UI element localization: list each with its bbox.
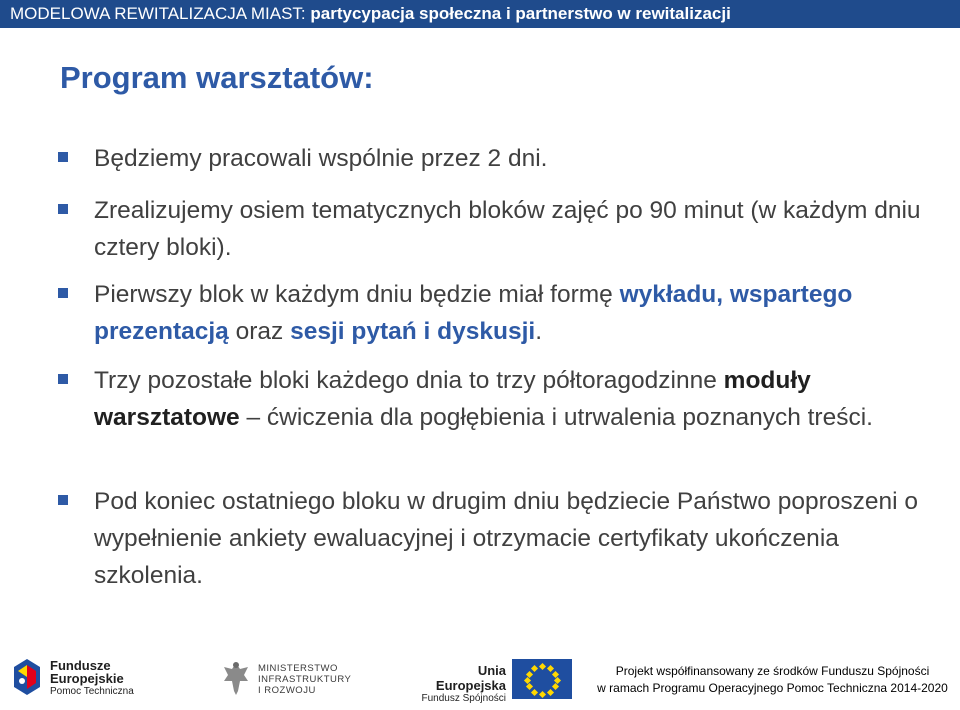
bullet-text [94,362,924,436]
ministry-line-3: I ROZWOJU [258,685,316,696]
bullet-text-segment: Zrealizujemy osiem tematycznych bloków zajęć po 90 minut (w każdym dniu cztery bloki). [94,197,921,261]
fundusze-europejskie-logo [12,657,42,702]
fe-line-3: Pomoc Techniczna [50,686,134,697]
project-line-1: Projekt współfinansowany ze środków Funduszu Spójności [615,664,930,678]
bullet-square-icon [58,495,68,505]
bullet-text [94,192,924,266]
bullet-text-segment: Pod koniec ostatniego bloku w drugim dniu będziecie Państwo poproszeni o wypełnienie ankiety ewaluacyjnej i otrzymacie certyfikaty ukończenia szkolenia. [94,488,918,589]
bullet-text-segment: Będziemy pracowali wspólnie przez 2 dni. [94,145,548,172]
bullet-text [94,140,924,177]
bullet-text-segment: . [535,318,543,345]
bullet-text-segment: Trzy pozostałe bloki każdego dnia to trzy półtoragodzinne [94,367,724,394]
ue-line-2: Fundusz Spójności [421,693,506,704]
ministry-emblem [220,659,252,702]
bullet-square-icon [58,204,68,214]
ministry-line-1: MINISTERSTWO [258,663,338,674]
fe-mark-icon [12,657,42,697]
bullet-text-segment: Pierwszy blok w każdym dniu będzie miał formę [94,281,620,308]
footer-logos [0,645,960,710]
header-subtitle: partycypacja społeczna i partnerstwo w rewitalizacji [310,4,731,23]
ministry-text [258,663,351,696]
fe-line-1: Fundusze [50,658,111,673]
bullet-text-segment: oraz [228,318,291,345]
eagle-emblem-icon [220,659,252,697]
bullet-square-icon [58,152,68,162]
fe-text [50,659,134,698]
bullet-text [94,276,924,350]
bullet-square-icon [58,374,68,384]
bullet-text [94,483,924,594]
bullet-emphasis: moduły warsztatowe [94,367,811,431]
fe-line-2: Europejskie [50,671,124,686]
ministry-line-2: INFRASTRUKTURY [258,674,352,685]
bullet-emphasis: wykładu, wspartego prezentacją [94,281,853,345]
project-text [590,663,955,697]
bullet-text-segment: – ćwiczenia dla pogłębienia i utrwalenia poznanych treści. [239,404,873,431]
header-prefix: MODELOWA REWITALIZACJA MIAST: [10,4,311,23]
page-title: Program warsztatów: [60,60,374,95]
ue-line-1: Unia Europejska [435,663,506,693]
eu-flag-icon [512,659,572,699]
header-bar [0,0,960,28]
ue-text [418,663,506,704]
project-line-2: w ramach Programu Operacyjnego Pomoc Techniczna 2014-2020 [597,681,948,695]
bullet-square-icon [58,288,68,298]
bullet-emphasis: sesji pytań i dyskusji [290,318,536,345]
